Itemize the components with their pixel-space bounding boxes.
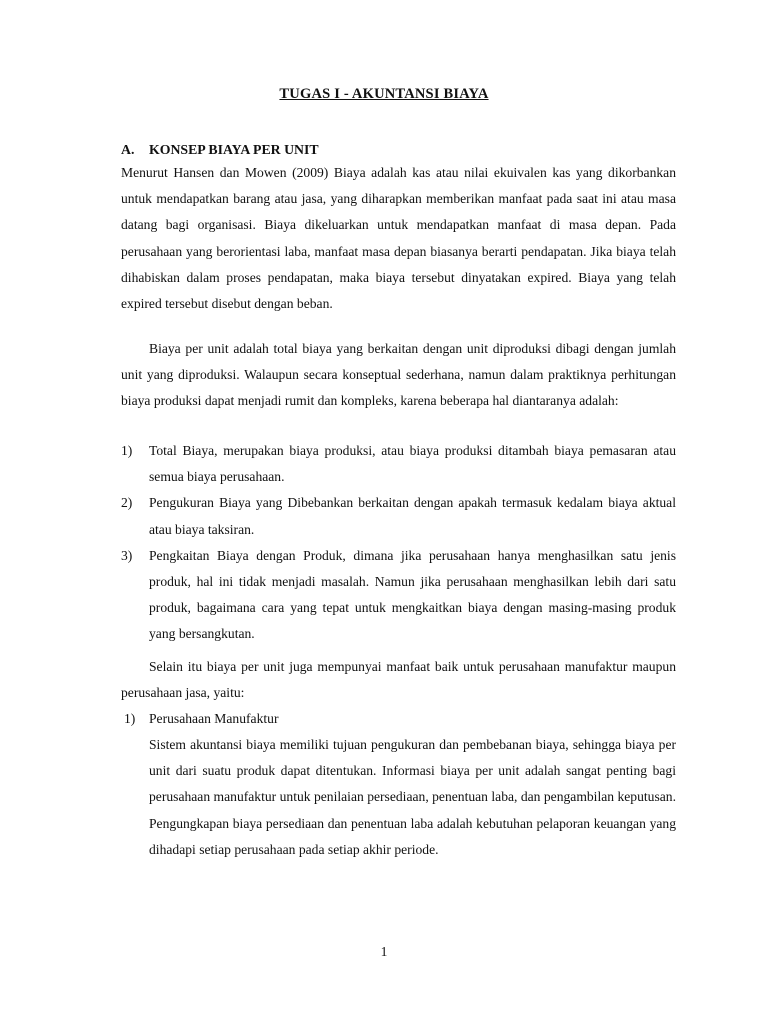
list-item-text: Total Biaya, merupakan biaya produksi, atau biaya produksi ditambah biaya pemasaran atau semua biaya perusahaan. bbox=[149, 443, 676, 485]
subitem-label: Perusahaan Manufaktur bbox=[149, 711, 279, 726]
section-heading-text: KONSEP BIAYA PER UNIT bbox=[149, 142, 319, 157]
list-item-number: 2) bbox=[121, 495, 133, 511]
document-title: TUGAS I - AKUNTANSI BIAYA bbox=[279, 86, 489, 102]
subitem-number: 1) bbox=[124, 711, 136, 726]
list-item-text: Pengkaitan Biaya dengan Produk, dimana jika perusahaan hanya menghasilkan satu jenis produk, hal ini tidak menjadi masalah. Namun jika perusahaan menghasilkan lebih dari satu produk, bagaimana cara yang tepat untuk mengkaitkan biaya dengan masing-masing produk yang bersangkutan. bbox=[149, 547, 676, 642]
list-item bbox=[121, 543, 676, 648]
list-item-number: 1) bbox=[121, 443, 133, 458]
paragraph-2: Biaya per unit adalah total biaya yang berkaitan dengan unit diproduksi dibagi dengan jumlah unit yang diproduksi. Walaupun secara konseptual sederhana, namun dalam praktiknya perhitungan biaya produksi dapat menjadi rumit dan kompleks, karena beberapa hal diantaranya adalah: bbox=[121, 341, 676, 409]
section-heading bbox=[121, 142, 319, 158]
page-number: 1 bbox=[380, 944, 388, 959]
list-item bbox=[121, 490, 676, 542]
subitem bbox=[124, 706, 278, 732]
list-item-number: 3) bbox=[121, 547, 133, 563]
list-item-text: Pengukuran Biaya yang Dibebankan berkaitan dengan apakah termasuk kedalam biaya aktual atau biaya taksiran. bbox=[149, 495, 676, 537]
section-letter: A. bbox=[121, 142, 135, 157]
numbered-list bbox=[121, 438, 676, 648]
paragraph-4: Sistem akuntansi biaya memiliki tujuan pengukuran dan pembebanan biaya, sehingga biaya per unit dari suatu produk dapat ditentukan. Informasi biaya per unit adalah sangat penting bagi perusahaan manufaktur untuk penilaian persediaan, penentuan laba, dan pengambilan keputusan. Pengungkapan biaya persediaan dan penentuan laba adalah kebutuhan pelaporan keuangan yang dihadapi setiap perusahaan pada setiap akhir periode. bbox=[149, 737, 676, 857]
list-item bbox=[121, 438, 676, 490]
paragraph-3: Selain itu biaya per unit juga mempunyai manfaat baik untuk perusahaan manufaktur maupun perusahaan jasa, yaitu: bbox=[121, 659, 676, 701]
paragraph-1: Menurut Hansen dan Mowen (2009) Biaya adalah kas atau nilai ekuivalen kas yang dikorbankan untuk mendapatkan barang atau jasa, yang diharapkan memberikan manfaat pada saat ini atau masa datang bagi organisasi. Biaya dikeluarkan untuk mendapatkan manfaat di masa depan. Pada perusahaan yang berorientasi laba, manfaat masa depan biasanya berarti pendapatan. Jika biaya telah dihabiskan dalam proses pendapatan, maka biaya tersebut dinyatakan expired. Biaya yang telah expired tersebut disebut dengan beban. bbox=[121, 165, 676, 312]
